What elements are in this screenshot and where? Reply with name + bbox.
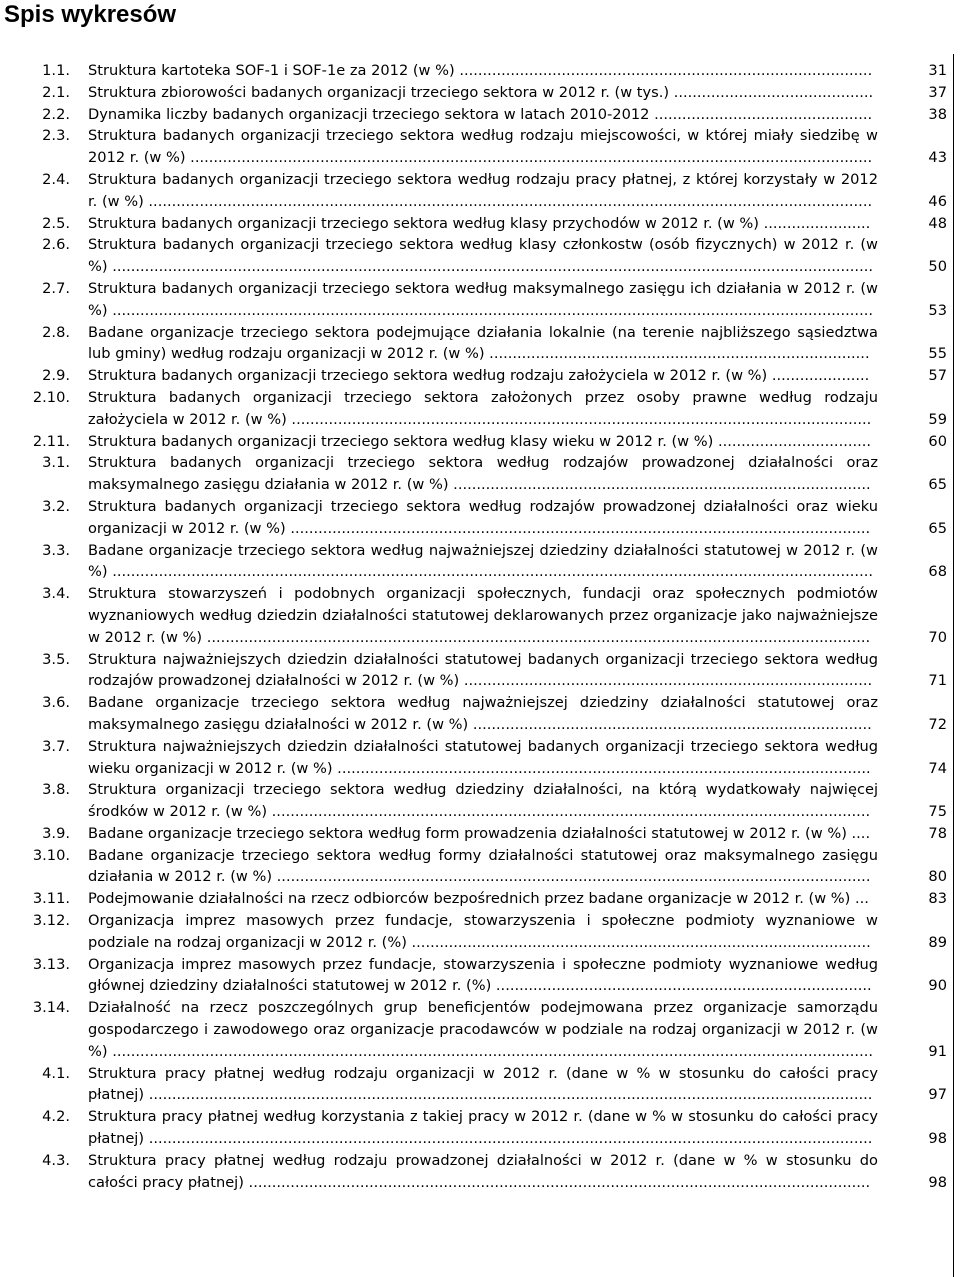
toc-entry-title: Struktura badanych organizacji trzeciego sektora według rodzaju założyciela w 2012 r. (w %) ..................... [88, 367, 870, 385]
page-title: Spis wykresów [4, 1, 177, 28]
toc-entry-title: Struktura badanych organizacji trzeciego sektora według rodzajów prowadzonej działalności oraz maksymalnego zasięgu działania w 2012 r. (w %) .......................................................................................... [88, 454, 878, 494]
toc-entry-number: 2.2. [42, 105, 70, 123]
toc-entry-title: Struktura pracy płatnej według rodzaju prowadzonej działalności w 2012 r. (dane w % w stosunku do całości pracy płatnej) ...................................................................................................................................... [88, 1151, 878, 1191]
leader-dots: .......................................................................................... [448, 476, 871, 494]
toc-entry-number: 3.4. [42, 585, 70, 603]
toc-entry-number: 4.3. [42, 1151, 70, 1169]
leader-dots: ... [850, 890, 869, 908]
toc-entry[interactable] [0, 997, 960, 1062]
toc-entry[interactable] [0, 910, 960, 954]
toc-entry-page: 38 [928, 105, 947, 123]
toc-entry-title: Dynamika liczby badanych organizacji trzeciego sektora w latach 2010-2012 ............................................... [88, 105, 873, 123]
toc-entry-page: 31 [928, 62, 947, 79]
leader-dots: ..................... [767, 367, 870, 385]
toc-entry-title: Struktura stowarzyszeń i podobnych organizacji społecznych, fundacji oraz społecznych podmiotów wyznaniowych według dziedzin działalności statutowej deklarowanych przez organizacje jako najważniejsze w 2012 r. (w %) ............................................................................................................................................... [88, 585, 878, 646]
leader-dots: ...................................................................................... [468, 715, 872, 733]
toc-entry-page: 75 [928, 803, 947, 821]
toc-entry-number: 2.7. [42, 279, 70, 297]
toc-entry[interactable] [0, 452, 960, 496]
toc-entry-title: Struktura kartoteka SOF-1 i SOF-1e za 2012 (w %) ......................................................................................... [88, 62, 873, 79]
toc-entry-number: 3.13. [32, 955, 70, 973]
list-of-figures [0, 60, 960, 1193]
toc-entry[interactable] [0, 1106, 960, 1150]
toc-entry-number: 3.7. [42, 737, 70, 755]
leader-dots: ................................................................................................................................................... [185, 149, 873, 167]
toc-entry-number: 2.5. [42, 214, 70, 232]
toc-entry-page: 65 [928, 519, 947, 537]
toc-entry[interactable] [0, 1150, 960, 1194]
toc-entry[interactable] [0, 540, 960, 584]
toc-entry-page: 50 [928, 258, 947, 276]
leader-dots: ....................... [758, 214, 871, 232]
toc-entry[interactable] [0, 169, 960, 213]
toc-entry-number: 3.8. [42, 781, 70, 799]
toc-entry-page: 72 [928, 715, 947, 733]
toc-entry-title: Struktura badanych organizacji trzeciego sektora według maksymalnego zasięgu ich działania w 2012 r. (w %) .................................................................................................................................................................... [88, 279, 878, 319]
toc-entry-page: 37 [928, 83, 947, 101]
toc-entry-number: 4.1. [42, 1064, 70, 1082]
toc-entry[interactable] [0, 431, 960, 453]
toc-entry-title: Struktura organizacji trzeciego sektora według dziedziny działalności, na którą wydatkowały najwięcej środków w 2012 r. (w %) ................................................................................................................................. [88, 781, 878, 821]
toc-entry-title: Struktura badanych organizacji trzeciego sektora założonych przez osoby prawne według rodzaju założyciela w 2012 r. (w %) ............................................................................................................................. [88, 388, 878, 428]
toc-entry-page: 71 [928, 672, 947, 690]
toc-entry-title: Struktura badanych organizacji trzeciego sektora według klasy przychodów w 2012 r. (w %) ....................... [88, 214, 871, 232]
toc-entry-number: 3.1. [42, 454, 70, 472]
toc-entry-page: 97 [928, 1086, 947, 1104]
leader-dots: ............................................... [649, 105, 873, 123]
toc-entry-page: 90 [928, 977, 947, 995]
toc-entry-number: 2.3. [42, 127, 70, 145]
toc-entry-title: Działalność na rzecz poszczególnych grup beneficjentów podejmowana przez organizacje samorządu gospodarczego i zawodowego oraz organizacje pracodawców w podziale na rodzaj organizacji w 2012 r. (w %) .................................................................................................................................................................... [88, 999, 878, 1060]
toc-entry[interactable] [0, 322, 960, 366]
toc-entry-number: 3.11. [32, 890, 70, 908]
toc-entry[interactable] [0, 496, 960, 540]
leader-dots: .................................................................................................................................................................... [107, 258, 873, 276]
toc-entry[interactable] [0, 692, 960, 736]
leader-dots: .................................................................................................................................................................... [107, 301, 873, 319]
toc-entry-title: Badane organizacje trzeciego sektora według form prowadzenia działalności statutowej w 2012 r. (w %) .... [88, 824, 871, 842]
leader-dots: ......................................................................................... [454, 62, 873, 79]
toc-entry-number: 3.12. [32, 912, 70, 930]
toc-entry-title: Struktura badanych organizacji trzeciego sektora według rodzaju miejscowości, w której miały siedzibę w 2012 r. (w %) ................................................................................................................................................... [88, 127, 878, 167]
leader-dots: ............................................................................................................................................................ [143, 192, 873, 210]
toc-entry-title: Struktura badanych organizacji trzeciego sektora według rodzaju pracy płatnej, z której korzystały w 2012 r. (w %) ............................................................................................................................................................ [88, 170, 878, 210]
toc-entry-page: 60 [928, 432, 947, 450]
toc-entry-title: Struktura najważniejszych dziedzin działalności statutowej badanych organizacji trzeciego sektora według wieku organizacji w 2012 r. (w %) ................................................................................................................... [88, 737, 878, 777]
toc-entry-page: 98 [928, 1130, 947, 1148]
leader-dots: ............................................................................................................................................... [202, 628, 871, 646]
toc-entry-title: Badane organizacje trzeciego sektora według najważniejszej dziedziny działalności statutowej oraz maksymalnego zasięgu działalności w 2012 r. (w %) ...................................................................................... [88, 694, 878, 733]
toc-entry-page: 89 [928, 933, 947, 951]
leader-dots: ................................................................................................................................. [267, 803, 871, 821]
toc-entry-title: Organizacja imprez masowych przez fundacje, stowarzyszenia i społeczne podmioty wyznaniowe w podziale na rodzaj organizacji w 2012 r. (%) ................................................................................................... [88, 912, 878, 951]
toc-entry[interactable] [0, 779, 960, 823]
toc-entry[interactable] [0, 1063, 960, 1107]
toc-entry[interactable] [0, 104, 960, 126]
toc-entry-page: 57 [928, 367, 947, 385]
toc-entry-page: 65 [928, 476, 947, 494]
toc-entry-page: 59 [928, 410, 947, 428]
toc-entry-page: 83 [928, 890, 947, 908]
toc-entry-title: Struktura badanych organizacji trzeciego sektora według klasy wieku w 2012 r. (w %) ................................. [88, 432, 872, 450]
toc-entry-page: 91 [928, 1042, 947, 1060]
leader-dots: ................................................................................. [491, 977, 872, 995]
toc-entry[interactable] [0, 365, 960, 387]
leader-dots: .... [846, 824, 871, 842]
leader-dots: ................................. [713, 432, 872, 450]
toc-entry-number: 2.4. [42, 170, 70, 188]
toc-entry-page: 55 [928, 345, 947, 363]
toc-entry-page: 98 [928, 1173, 947, 1191]
toc-entry-page: 74 [928, 759, 947, 777]
toc-entry-title: Struktura badanych organizacji trzeciego sektora według klasy członkostw (osób fizycznych) w 2012 r. (w %) .................................................................................................................................................................... [88, 236, 878, 276]
toc-entry[interactable] [0, 234, 960, 278]
leader-dots: .................................................................................. [484, 345, 870, 363]
toc-entry-number: 3.9. [42, 824, 70, 842]
toc-entry-title: Struktura pracy płatnej według korzystania z takiej pracy w 2012 r. (dane w % w stosunku do całości pracy płatnej) ............................................................................................................................................................ [88, 1108, 878, 1148]
toc-entry-number: 1.1. [42, 62, 70, 79]
toc-entry[interactable] [0, 82, 960, 104]
toc-entry-title: Podejmowanie działalności na rzecz odbiorców bezpośrednich przez badane organizacje w 2012 r. (w %) ... [88, 890, 869, 908]
toc-entry[interactable] [0, 387, 960, 431]
toc-entry[interactable] [0, 954, 960, 998]
toc-entry-title: Badane organizacje trzeciego sektora według formy działalności statutowej oraz maksymalnego zasięgu działania w 2012 r. (w %) ................................................................................................................................ [88, 846, 878, 886]
leader-dots: ................................................................................................................................ [272, 868, 871, 886]
toc-entry-number: 2.11. [32, 432, 70, 450]
leader-dots: ........................................................................................ [459, 672, 873, 690]
toc-entry-page: 80 [928, 868, 947, 886]
leader-dots: .................................................................................................................................................................... [107, 1042, 873, 1060]
toc-entry-title: Organizacja imprez masowych przez fundacje, stowarzyszenia i społeczne podmioty wyznaniowe według głównej dziedziny działalności statutowej w 2012 r. (%) ................................................................................. [88, 955, 878, 995]
toc-entry-title: Struktura najważniejszych dziedzin działalności statutowej badanych organizacji trzeciego sektora według rodzajów prowadzonej działalności w 2012 r. (w %) ........................................................................................ [88, 650, 878, 690]
toc-entry[interactable] [0, 60, 960, 82]
toc-entry-page: 43 [928, 149, 947, 167]
toc-entry-number: 3.3. [42, 541, 70, 559]
toc-entry-number: 3.10. [32, 846, 70, 864]
toc-entry[interactable] [0, 845, 960, 889]
leader-dots: ...................................................................................................................................... [243, 1173, 871, 1191]
toc-entry-number: 4.2. [42, 1108, 70, 1126]
leader-dots: .................................................................................................................................................................... [107, 563, 873, 581]
toc-entry-title: Badane organizacje trzeciego sektora według najważniejszej dziedziny działalności statutowej w 2012 r. (w %) .................................................................................................................................................................... [88, 541, 878, 581]
toc-entry-page: 53 [928, 301, 947, 319]
toc-entry-page: 70 [928, 628, 947, 646]
toc-entry[interactable] [0, 213, 960, 235]
toc-entry[interactable] [0, 583, 960, 648]
toc-entry-title: Struktura zbiorowości badanych organizacji trzeciego sektora w 2012 r. (w tys.) ........................................... [88, 83, 874, 101]
toc-entry-number: 2.10. [32, 388, 70, 406]
toc-entry-number: 2.8. [42, 323, 70, 341]
toc-entry[interactable] [0, 649, 960, 693]
toc-entry[interactable] [0, 823, 960, 845]
toc-entry-number: 2.9. [42, 367, 70, 385]
leader-dots: ............................................................................................................................................................ [144, 1086, 873, 1104]
toc-entry-page: 68 [928, 563, 947, 581]
toc-entry-title: Struktura badanych organizacji trzeciego sektora według rodzajów prowadzonej działalności oraz wieku organizacji w 2012 r. (w %) ............................................................................................................................. [88, 497, 878, 537]
toc-entry-number: 3.2. [42, 497, 70, 515]
leader-dots: ............................................................................................................................. [286, 410, 872, 428]
leader-dots: ................................................................................................... [406, 933, 871, 951]
leader-dots: ........................................... [669, 83, 874, 101]
toc-entry-number: 3.14. [32, 999, 70, 1017]
leader-dots: ............................................................................................................................. [285, 519, 871, 537]
toc-entry-number: 3.5. [42, 650, 70, 668]
toc-entry-page: 78 [928, 824, 947, 842]
toc-entry-page: 48 [928, 214, 947, 232]
leader-dots: ................................................................................................................... [332, 759, 871, 777]
toc-entry[interactable] [0, 125, 960, 169]
toc-entry[interactable] [0, 888, 960, 910]
toc-entry-title: Badane organizacje trzeciego sektora podejmujące działania lokalnie (na terenie najbliższego sąsiedztwa lub gminy) według rodzaju organizacji w 2012 r. (w %) .................................................................................. [88, 323, 878, 363]
leader-dots: ............................................................................................................................................................ [144, 1130, 873, 1148]
toc-entry-number: 3.6. [42, 694, 70, 712]
toc-entry-number: 2.6. [42, 236, 70, 254]
toc-entry-page: 46 [928, 192, 947, 210]
toc-entry[interactable] [0, 736, 960, 780]
toc-entry-number: 2.1. [42, 83, 70, 101]
toc-entry[interactable] [0, 278, 960, 322]
toc-entry-title: Struktura pracy płatnej według rodzaju organizacji w 2012 r. (dane w % w stosunku do całości pracy płatnej) ............................................................................................................................................................ [88, 1064, 878, 1104]
